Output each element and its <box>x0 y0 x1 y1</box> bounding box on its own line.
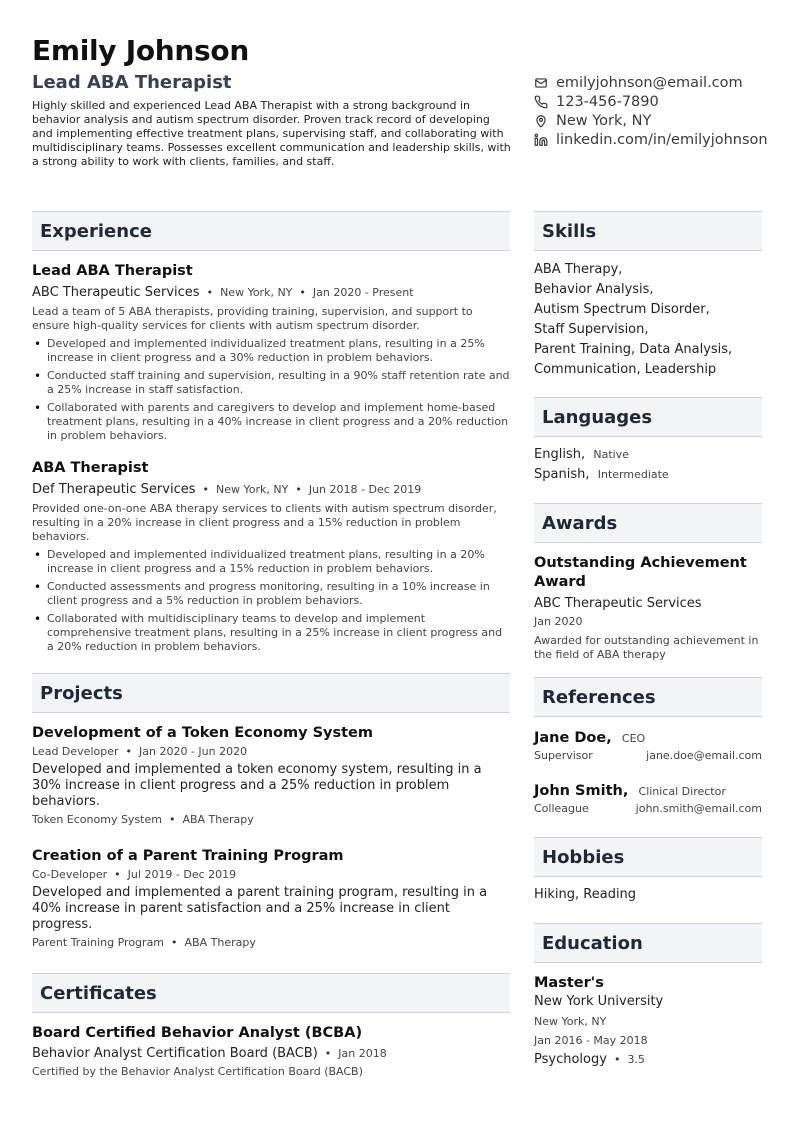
reference-detail <box>534 801 762 817</box>
experience-section-header <box>32 211 510 251</box>
education-field-line <box>534 1050 762 1070</box>
certificate-issuer: Behavior Analyst Certification Board (BACB) <box>32 1046 318 1061</box>
education-section-header <box>534 923 762 963</box>
contact-linkedin[interactable] <box>534 130 792 149</box>
languages-heading: Languages <box>542 407 653 428</box>
skills-heading: Skills <box>542 221 597 242</box>
reference-relation: Supervisor <box>534 749 593 762</box>
job-location: New York, NY <box>216 483 289 496</box>
hobbies-list <box>534 885 762 905</box>
job-dates: Jun 2018 - Dec 2019 <box>308 483 422 496</box>
linkedin-icon <box>534 133 548 147</box>
reference-name: Jane Doe, <box>534 730 612 746</box>
hobbies-text: Hiking, Reading <box>534 887 637 902</box>
job-bullet: • Developed and implemented individualized treatment plans, resulting in a 25% increase in client progress and a 30% reduction in problem behaviors. <box>32 337 510 365</box>
awards-heading: Awards <box>542 513 618 534</box>
skill-line: Behavior Analysis, <box>534 282 654 297</box>
job-title: ABA Therapist <box>32 460 149 476</box>
reference-title: CEO <box>621 732 646 745</box>
project-role: Co-Developer <box>32 868 108 881</box>
job-bullet: • Developed and implemented individualized treatment plans, resulting in a 20% increase in client progress and a 15% reduction in problem behaviors. <box>32 548 510 576</box>
job-bullet: • Conducted staff training and supervision, resulting in a 90% staff retention rate and a 25% increase in staff satisfaction. <box>32 369 510 397</box>
candidate-name: Emily Johnson <box>32 34 249 67</box>
reference-item <box>534 780 762 817</box>
hobbies-heading: Hobbies <box>542 847 625 868</box>
reference-relation: Colleague <box>534 802 589 815</box>
job-description: Provided one-on-one ABA therapy services to clients with autism spectrum disorder, resulting in a 20% increase in client progress and a 15% reduction in problem behaviors. <box>32 502 497 543</box>
location-text: New York, NY <box>556 112 652 129</box>
summary-text: Highly skilled and experienced Lead ABA Therapist with a strong background in behavior analysis and autism spectrum disorder. Proven track record of developing and implementing effective treatment plans, supervising staff, and collaborating with multidisciplinary teams. Possesses excellent communication and leadership skills, with a strong ability to work with clients, families, and staff. <box>32 99 511 168</box>
job-bullet: • Collaborated with multidisciplinary teams to develop and implement comprehensive treatment plans, resulting in a 25% increase in client progress and a 20% reduction in problem behaviors. <box>32 612 510 654</box>
job-bullets <box>32 337 510 443</box>
hobbies-section-header <box>534 837 762 877</box>
separator-dot: • <box>299 286 306 299</box>
contact-location <box>534 111 792 130</box>
separator-dot: • <box>125 745 132 758</box>
project-title: Development of a Token Economy System <box>32 725 374 741</box>
project-tag: Parent Training Program <box>32 936 165 949</box>
skill-line: Parent Training, Data Analysis, <box>534 342 733 357</box>
language-level: Native <box>593 448 629 461</box>
certificate-date: Jan 2018 <box>338 1047 387 1060</box>
job-bullets <box>32 548 510 654</box>
language-item <box>534 465 762 485</box>
experience-item <box>32 459 510 658</box>
job-description: Lead a team of 5 ABA therapists, providing training, supervision, and support to ensure high-quality services for clients with autism spectrum disorder. <box>32 305 473 332</box>
project-item <box>32 847 510 951</box>
certificate-title: Board Certified Behavior Analyst (BCBA) <box>32 1025 363 1041</box>
certificate-description: Certified by the Behavior Analyst Certification Board (BACB) <box>32 1065 363 1078</box>
award-date: Jan 2020 <box>534 615 583 628</box>
reference-name-line <box>534 780 762 799</box>
project-tags <box>32 812 510 828</box>
project-meta <box>32 744 510 760</box>
education-item <box>534 974 762 1070</box>
job-company-line <box>32 481 510 499</box>
education-gpa: 3.5 <box>627 1053 645 1066</box>
education-school: New York University <box>534 994 664 1009</box>
linkedin-text: linkedin.com/in/emilyjohnson <box>556 131 768 148</box>
education-field: Psychology <box>534 1052 607 1067</box>
project-tags <box>32 935 510 951</box>
skill-line: Autism Spectrum Disorder, <box>534 302 710 317</box>
phone-icon <box>534 95 548 109</box>
skill-line: Communication, Leadership <box>534 362 717 377</box>
job-company: Def Therapeutic Services <box>32 482 196 497</box>
separator-dot: • <box>206 286 214 299</box>
projects-section-header <box>32 673 510 713</box>
reference-name-line <box>534 727 762 746</box>
skill-line: Staff Supervision, <box>534 322 649 337</box>
language-item <box>534 445 762 465</box>
job-company-line <box>32 284 510 302</box>
separator-dot: • <box>114 868 121 881</box>
references-section-header <box>534 677 762 717</box>
reference-email[interactable]: john.smith@email.com <box>635 802 762 815</box>
skills-section-header <box>534 211 762 251</box>
project-tag: Token Economy System <box>32 813 162 826</box>
job-title: Lead ABA Therapist <box>32 263 193 279</box>
certificates-heading: Certificates <box>40 983 157 1004</box>
separator-dot: • <box>202 483 210 496</box>
email-text: emilyjohnson@email.com <box>556 74 743 91</box>
education-heading: Education <box>542 933 643 954</box>
certificate-item <box>32 1024 510 1078</box>
languages-section-header <box>534 397 762 437</box>
education-degree: Master's <box>534 975 604 991</box>
experience-item <box>32 262 510 447</box>
contact-phone[interactable] <box>534 92 792 111</box>
project-description: Developed and implemented a parent training program, resulting in a 40% increase in parent satisfaction and a 25% increase in client progress. <box>32 885 488 932</box>
reference-detail <box>534 748 762 764</box>
reference-email[interactable]: jane.doe@email.com <box>646 749 762 762</box>
project-meta <box>32 867 510 883</box>
references-heading: References <box>542 687 656 708</box>
map-pin-icon <box>534 114 548 128</box>
project-dates: Jan 2020 - Jun 2020 <box>139 745 248 758</box>
award-item <box>534 554 762 662</box>
reference-name: John Smith, <box>534 783 629 799</box>
mail-icon <box>534 76 548 90</box>
project-tag: ABA Therapy <box>184 936 256 949</box>
language-level: Intermediate <box>597 468 669 481</box>
skill-line: ABA Therapy, <box>534 262 623 277</box>
education-location: New York, NY <box>534 1015 607 1028</box>
job-dates: Jan 2020 - Present <box>312 286 414 299</box>
award-title: Outstanding Achievement Award <box>534 555 747 590</box>
reference-item <box>534 727 762 764</box>
contact-info <box>534 73 792 149</box>
separator-dot: • <box>324 1047 332 1060</box>
award-issuer: ABC Therapeutic Services <box>534 596 702 611</box>
project-dates: Jul 2019 - Dec 2019 <box>127 868 237 881</box>
job-location: New York, NY <box>220 286 293 299</box>
contact-email[interactable] <box>534 73 792 92</box>
awards-section-header <box>534 503 762 543</box>
job-bullet: • Collaborated with parents and caregivers to develop and implement home-based treatment plans, resulting in a 40% increase in client progress and a 20% reduction in problem behaviors. <box>32 401 510 443</box>
job-bullet: • Conducted assessments and progress monitoring, resulting in a 10% increase in client progress and a 5% reduction in problem behaviors. <box>32 580 510 608</box>
languages-list <box>534 445 762 485</box>
education-dates: Jan 2016 - May 2018 <box>534 1034 648 1047</box>
language-name: English, <box>534 447 586 462</box>
project-title: Creation of a Parent Training Program <box>32 848 344 864</box>
project-item <box>32 724 510 828</box>
separator-dot: • <box>168 813 176 826</box>
award-description: Awarded for outstanding achievement in the field of ABA therapy <box>534 634 759 661</box>
experience-heading: Experience <box>40 221 152 242</box>
certificate-issuer-line <box>32 1045 510 1063</box>
skills-list <box>534 260 762 380</box>
language-name: Spanish, <box>534 467 590 482</box>
separator-dot: • <box>171 936 178 949</box>
candidate-headline: Lead ABA Therapist <box>32 72 232 93</box>
project-tag: ABA Therapy <box>182 813 254 826</box>
project-role: Lead Developer <box>32 745 119 758</box>
project-description: Developed and implemented a token economy system, resulting in a 30% increase in client progress and a 25% reduction in problem behaviors. <box>32 762 482 809</box>
reference-title: Clinical Director <box>638 785 726 798</box>
job-company: ABC Therapeutic Services <box>32 285 200 300</box>
separator-dot: • <box>613 1053 621 1066</box>
certificates-section-header <box>32 973 510 1013</box>
projects-heading: Projects <box>40 683 123 704</box>
separator-dot: • <box>295 483 302 496</box>
phone-text: 123-456-7890 <box>556 93 659 110</box>
